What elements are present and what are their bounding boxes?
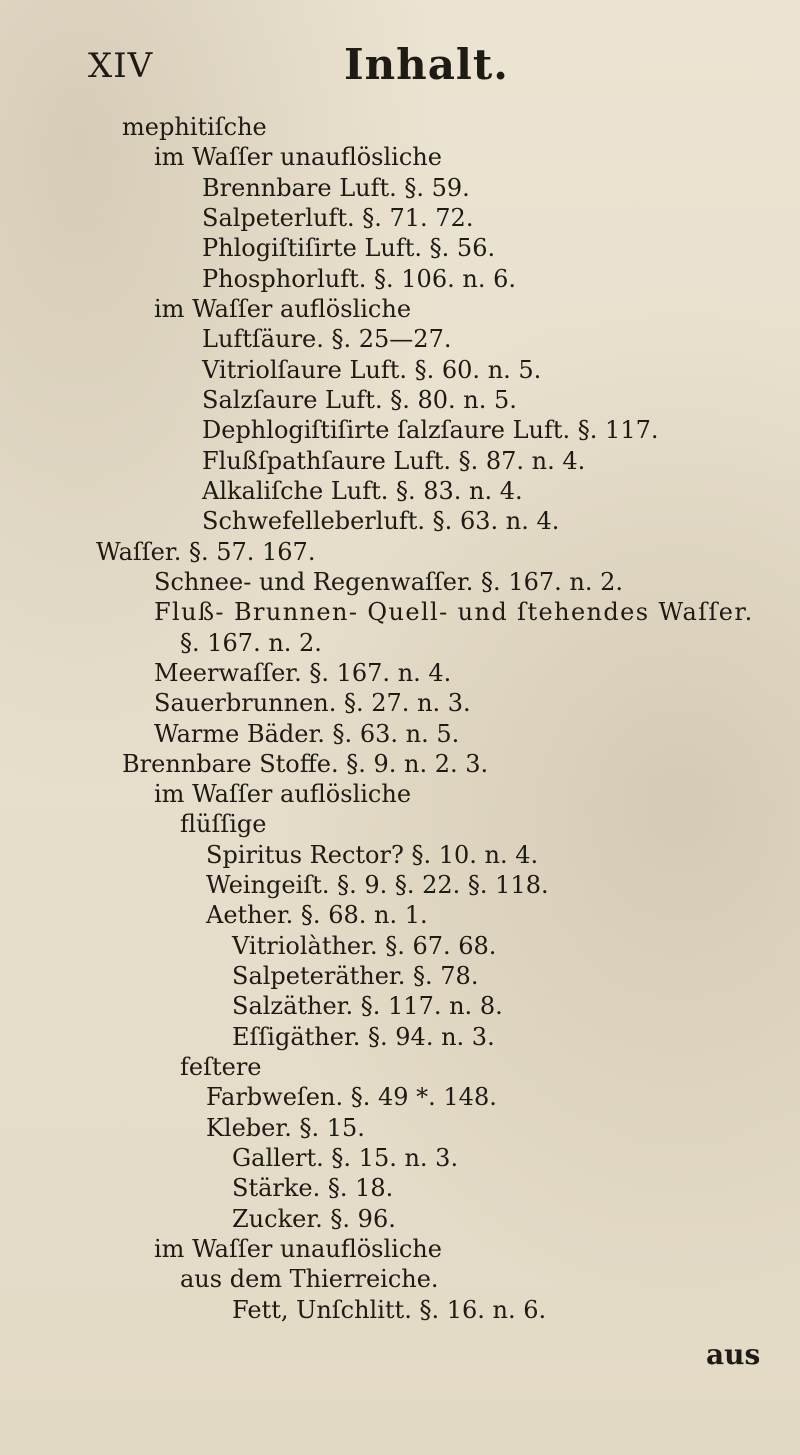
toc-entry: Weingeiſt. §. 9. §. 22. §. 118. [206,871,549,900]
toc-entry: Vitriolſaure Luft. §. 60. n. 5. [202,355,542,384]
toc-entry: Dephlogiſtiſirte ſalzſaure Luft. §. 117. [202,416,659,445]
toc-entry: Schwefelleberluft. §. 63. n. 4. [202,507,560,536]
toc-subheading: im Waſſer auflösliche [154,294,412,323]
toc-subheading: feſtere [180,1053,262,1082]
toc-entry: Salzſaure Luft. §. 80. n. 5. [202,385,517,414]
toc-entry: Stärke. §. 18. [232,1174,394,1203]
catchword: aus [706,1338,761,1371]
toc-entry: Flußſpathſaure Luft. §. 87. n. 4. [202,446,586,475]
running-head [88,40,738,100]
toc-entry: Gallert. §. 15. n. 3. [232,1144,459,1173]
toc-subheading: im Waſſer unauflösliche [154,143,442,172]
toc-entry: Sauerbrunnen. §. 27. n. 3. [154,689,471,718]
toc-heading: Waſſer. §. 57. 167. [96,537,316,566]
toc-entry-continuation: §. 167. n. 2. [180,628,322,657]
toc-entry: Farbweſen. §. 49 *. 148. [206,1083,497,1112]
toc-entry: Salpeteräther. §. 78. [232,962,479,991]
toc-entry: Salpeterluft. §. 71. 72. [202,203,474,232]
toc-entry: Aether. §. 68. n. 1. [206,901,428,930]
toc-entry: Meerwaſſer. §. 167. n. 4. [154,658,452,687]
toc-entry: Kleber. §. 15. [206,1113,365,1142]
toc-subheading: im Waſſer auflösliche [154,780,412,809]
toc-entry: Warme Bäder. §. 63. n. 5. [154,719,460,748]
toc-entry: Salzäther. §. 117. n. 8. [232,992,503,1021]
page-number: XIV [88,46,154,86]
toc-entry: Eſſigäther. §. 94. n. 3. [232,1022,495,1051]
toc-entry: Vitriolàther. §. 67. 68. [232,931,497,960]
toc-entry: Phlogiſtiſirte Luft. §. 56. [202,234,496,263]
toc-entry: Spiritus Rector? §. 10. n. 4. [206,840,539,869]
toc-entry: Fett, Unſchlitt. §. 16. n. 6. [232,1295,547,1324]
toc-entry: Fluß- Brunnen- Quell- und ſtehendes Waſſer. [154,598,754,627]
toc-entry: Phosphorluft. §. 106. n. 6. [202,264,516,293]
toc-subheading: im Waſſer unauflösliche [154,1235,442,1264]
toc-entry: Schnee- und Regenwaſſer. §. 167. n. 2. [154,567,623,596]
toc-entry: Zucker. §. 96. [232,1204,396,1233]
running-title: Inhalt. [344,40,509,89]
toc-entry: Luftſäure. §. 25—27. [202,325,452,354]
toc-heading: mephitiſche [122,113,267,141]
toc-heading: Brennbare Stoffe. §. 9. n. 2. 3. [122,749,489,778]
toc-subheading: flüſſige [180,810,267,839]
toc-subheading: aus dem Thierreiche. [180,1265,439,1294]
toc-entry: Alkaliſche Luft. §. 83. n. 4. [202,476,523,505]
toc-entry: Brennbare Luft. §. 59. [202,173,470,202]
